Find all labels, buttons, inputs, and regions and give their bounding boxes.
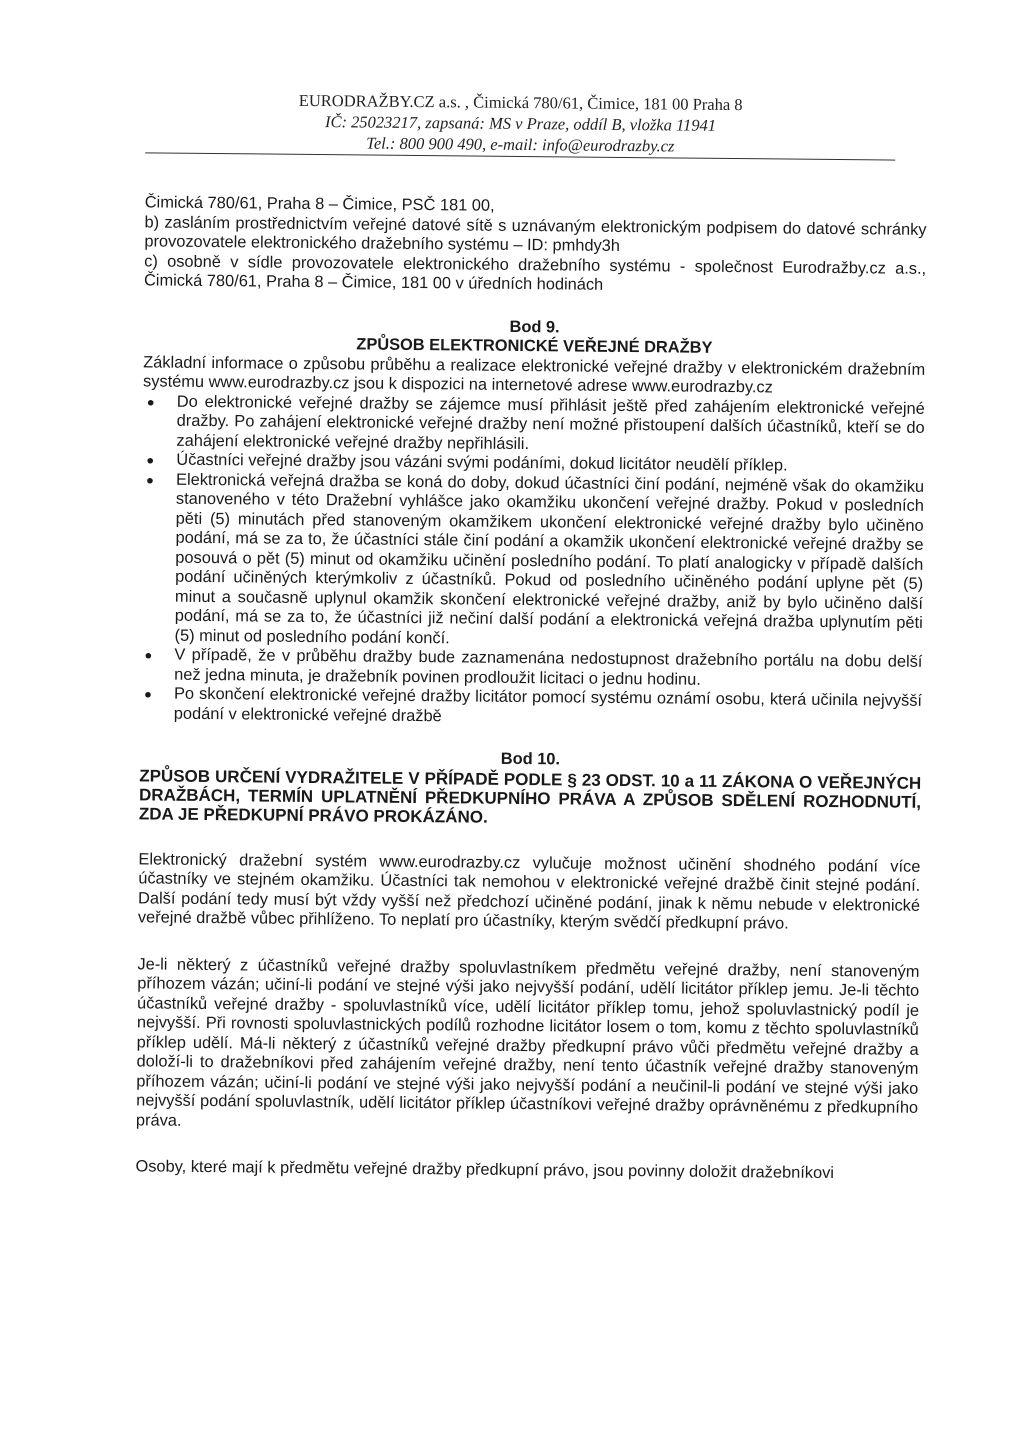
bod10-paragraph-3: Osoby, které mají k předmětu veřejné dražby předkupní právo, jsou povinny doložit dražebníkovi [135,1157,835,1183]
letterhead [145,88,896,160]
bod10-label: Bod 10. [500,749,561,769]
letterhead-registration: IČ: 25023217, zapsaná: MS v Praze, oddíl B, vložka 11941 [324,112,717,135]
bullet-icon: ● [146,452,155,468]
document-body [135,193,926,1184]
letterhead-contact: Tel.: 800 900 490, e-mail: info@eurodrazby.cz [366,133,675,156]
list-item: ● Po skončení elektronické veřejné dražby licitátor pomocí systému oznámí osobu, která učinila nejvyšší podání v elektronické veřejné dražbě [143,684,923,725]
list-item: ● Účastníci veřejné dražby jsou vázáni svými podáními, dokud licitátor neudělí příklep. [146,450,788,475]
bullet-icon: ● [146,393,155,409]
bod10-title: ZPŮSOB URČENÍ VYDRAŽITELE V PŘÍPADĚ PODLE § 23 ODST. 10 a 11 ZÁKONA O VEŘEJNÝCH DRAŽBÁCH, TERMÍN UPLATNĚNÍ PŘEDKUPNÍHO PRÁVA A ZPŮSOB SDĚLENÍ ROZHODNUTÍ, ZDA JE PŘEDKUPNÍ PRÁVO PROKÁZÁNO. [138,765,922,827]
bullet-icon: ● [144,647,153,663]
list-item: ● Do elektronické veřejné dražby se zájemce musí přihlásit ještě před zahájením elektronické veřejné dražby. Po zahájení elektronické veřejné dražby není možné přistoupení dalších účastníků, kteří se do zahájení elektronické veřejné dražby nepřihlásili. [146,392,925,453]
bullet-icon: ● [143,686,152,702]
bod9-bullet-list [140,392,925,731]
intro-databox: b) zasláním prostřednictvím veřejné datové sítě s uznávaným elektronickým podpisem do datové schránky provozovatele elektronického dražebního systému – ID: pmhdy3h [144,212,927,255]
bod10-paragraph-1: Elektronický dražební systém www.eurodrazby.cz vylučuje možnost učinění shodného podání více účastníky ve stejném okamžiku. Účastníci tak nemohou v elektronické veřejné dražbě činit stejné podání. Další podání tedy musí být vždy vyšší než předchozí učiněné podání, jinak k němu nebude v elektronické veřejné dražbě vůbec přihlíženo. To neplatí pro účastníky, kterým svědčí předkupní právo. [137,849,921,933]
intro-in-person: c) osobně v sídle provozovatele elektronického dražebního systému - společnost Eurodražby.cz a.s., Čimická 780/61, Praha 8 – Čimice, 181 00 v úředních hodinách [143,251,927,294]
bod9-intro: Základní informace o způsobu průběhu a realizace elektronické veřejné dražby v elektronickém dražebním systému www.eurodrazby.cz jsou k dispozici na internetové adrese www.eurodrazby.cz [142,352,926,397]
bod9-label: Bod 9. [509,317,560,336]
letterhead-company: EURODRAŽBY.CZ a.s. , Čimická 780/61, Čimice, 181 00 Praha 8 [298,90,743,115]
list-item: ● V případě, že v průběhu dražby bude zaznamenána nedostupnost dražebního portálu na dobu delší než jedna minuta, je dražebník povinen prodloužit licitaci o jednu hodinu. [144,645,923,689]
bullet-icon: ● [146,471,155,487]
list-item: ● Elektronická veřejná dražba se koná do doby, dokud účastníci činí podání, nejméně však do okamžiku stanoveného v této Dražební vyhlášce jako okamžiku ukončení veřejné dražby. Pokud v posledních pěti (5) minutách před stanoveným okamžikem ukončení elektronické veřejné dražby bylo učiněno podání, má se za to, že účastníci stále činí podání a okamžik ukončení elektronické veřejné dražby se posouvá o pět (5) minut od okamžiku učinění posledního podání. To platí analogicky v případě dalších podání učiněných kterýmkoliv z účastníků. Pokud od posledního učiněného podání uplyne pět (5) minut a současně uplynul okamžik skončení elektronické veřejné dražby, aniž by bylo učiněno další podání, má se za to, že účastníci již nečiní další podání a elektronická veřejná dražba uplynutím pěti (5) minut od posledního podání končí. [146,470,925,647]
bod10-paragraph-2: Je-li některý z účastníků veřejné dražby spoluvlastníkem předmětu veřejné dražby, není stanoveným příhozem vázán; učiní-li podání ve stejné výši jako nejvyšší podání, udělí licitátor příklep jemu. Je-li těchto účastníků veřejné dražby - spoluvlastníků více, udělí licitátor příklep tomu, jehož spoluvlastnický podíl je nejvyšší. Při rovnosti spoluvlastnických podílů rozhodne licitátor losem o tom, komu z těchto spoluvlastníků příklep udělí. Má-li některý z účastníků veřejné dražby předkupní právo vůči předmětu veřejné dražby a doloží-li to dražebníkovi před zahájením veřejné dražby, není tento účastník veřejné dražby stanoveným příhozem vázán; učiní-li podání ve stejné výši jako nejvyšší podání a neučinil-li podání ve stejné výši jako nejvyšší podání spoluvlastník, udělí licitátor příklep účastníkovi veřejné dražby oprávněnému z předkupního práva. [135,954,920,1130]
intro-address: Čimická 780/61, Praha 8 – Čimice, PSČ 181 00, [144,193,495,215]
bod9-title: ZPŮSOB ELEKTRONICKÉ VEŘEJNÉ DRAŽBY [356,335,713,357]
